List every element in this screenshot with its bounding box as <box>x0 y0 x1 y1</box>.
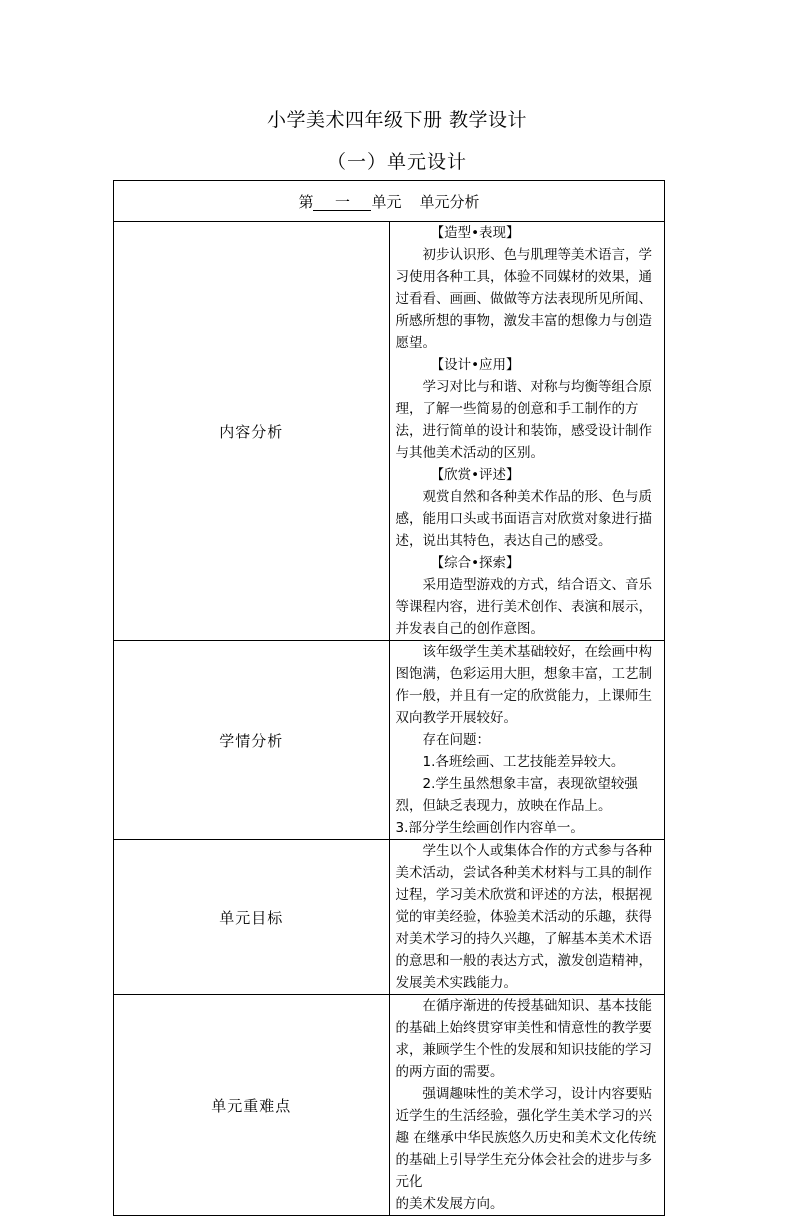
unit-design-table <box>113 180 665 1216</box>
content-analysis-cell <box>389 222 665 641</box>
problem-item: 2.学生虽然想象丰富，表现欲望较强烈，但缺乏表现力，放映在作品上。 <box>395 776 638 814</box>
table-header-row <box>114 181 665 222</box>
problem-item: 3.部分学生绘画创作内容单一。 <box>395 820 584 836</box>
table-row <box>114 995 665 1216</box>
unit-prefix: 第 <box>298 192 314 211</box>
key-points-para: 强调趣味性的美术学习，设计内容要贴近学生的生活经验，强化学生美术学习的兴趣 在继承中华民族悠久历史和美术文化传统的基础上引导学生充分体会社会的进步与多元化 <box>395 1086 657 1190</box>
section-text: 初步认识形、色与肌理等美术语言，学习使用各种工具，体验不同媒材的效果，通过看看、画画、做做等方法表现所见所闻、所感所想的事物，激发丰富的想像力与创造愿望。 <box>395 247 652 351</box>
unit-analysis-title: 单元分析 <box>419 192 480 211</box>
unit-number-blank: 一 <box>313 194 371 211</box>
student-analysis-intro: 该年级学生美术基础较好，在绘画中构图饱满，色彩运用大胆，想象丰富，工艺制作一般，并且有一定的欣赏能力，上课师生双向教学开展较好。 <box>395 644 652 726</box>
key-points-para: 在循序渐进的传授基础知识、基本技能的基础上始终贯穿审美性和情意性的教学要求，兼顾学生个性的发展和知识技能的学习的两方面的需要。 <box>395 998 652 1080</box>
row-label-student-analysis: 学情分析 <box>114 641 390 840</box>
student-analysis-cell <box>389 641 665 840</box>
row-label-unit-goals: 单元目标 <box>114 840 390 995</box>
table-header-cell <box>114 181 665 222</box>
table-row <box>114 641 665 840</box>
section-heading: 【造型•表现】 <box>430 225 520 241</box>
table-row <box>114 840 665 995</box>
row-label-key-points: 单元重难点 <box>114 995 390 1216</box>
section-text: 采用造型游戏的方式，结合语文、音乐等课程内容，进行美术创作、表演和展示，并发表自己的创作意图。 <box>395 577 652 637</box>
document-subtitle: （一）单元设计 <box>326 151 467 173</box>
unit-goals-cell <box>389 840 665 995</box>
section-text: 学习对比与和谐、对称与均衡等组合原理，了解一些简易的创意和手工制作的方法，进行简单的设计和装饰，感受设计制作与其他美术活动的区别。 <box>395 379 652 461</box>
unit-suffix: 单元 <box>371 192 402 211</box>
section-heading: 【设计•应用】 <box>430 357 520 373</box>
section-heading: 【综合•探索】 <box>430 555 520 571</box>
unit-goals-text: 学生以个人或集体合作的方式参与各种美术活动，尝试各种美术材料与工具的制作过程，学习美术欣赏和评述的方法，根据视觉的审美经验，体验美术活动的乐趣，获得对美术学习的持久兴趣，了解基本美术术语的意思和一般的表达方式，激发创造精神，发展美术实践能力。 <box>395 843 652 991</box>
problem-item: 1.各班绘画、工艺技能差异较大。 <box>422 754 625 770</box>
row-label-content-analysis: 内容分析 <box>114 222 390 641</box>
document-title: 小学美术四年级下册 教学设计 <box>266 109 528 131</box>
section-heading: 【欣赏•评述】 <box>430 467 520 483</box>
key-points-cell <box>389 995 665 1216</box>
problems-title: 存在问题： <box>422 732 490 748</box>
table-row <box>114 222 665 641</box>
section-text: 观赏自然和各种美术作品的形、色与质感，能用口头或书面语言对欣赏对象进行描述，说出其特色，表达自己的感受。 <box>395 489 652 549</box>
key-points-para: 的美术发展方向。 <box>395 1196 504 1212</box>
